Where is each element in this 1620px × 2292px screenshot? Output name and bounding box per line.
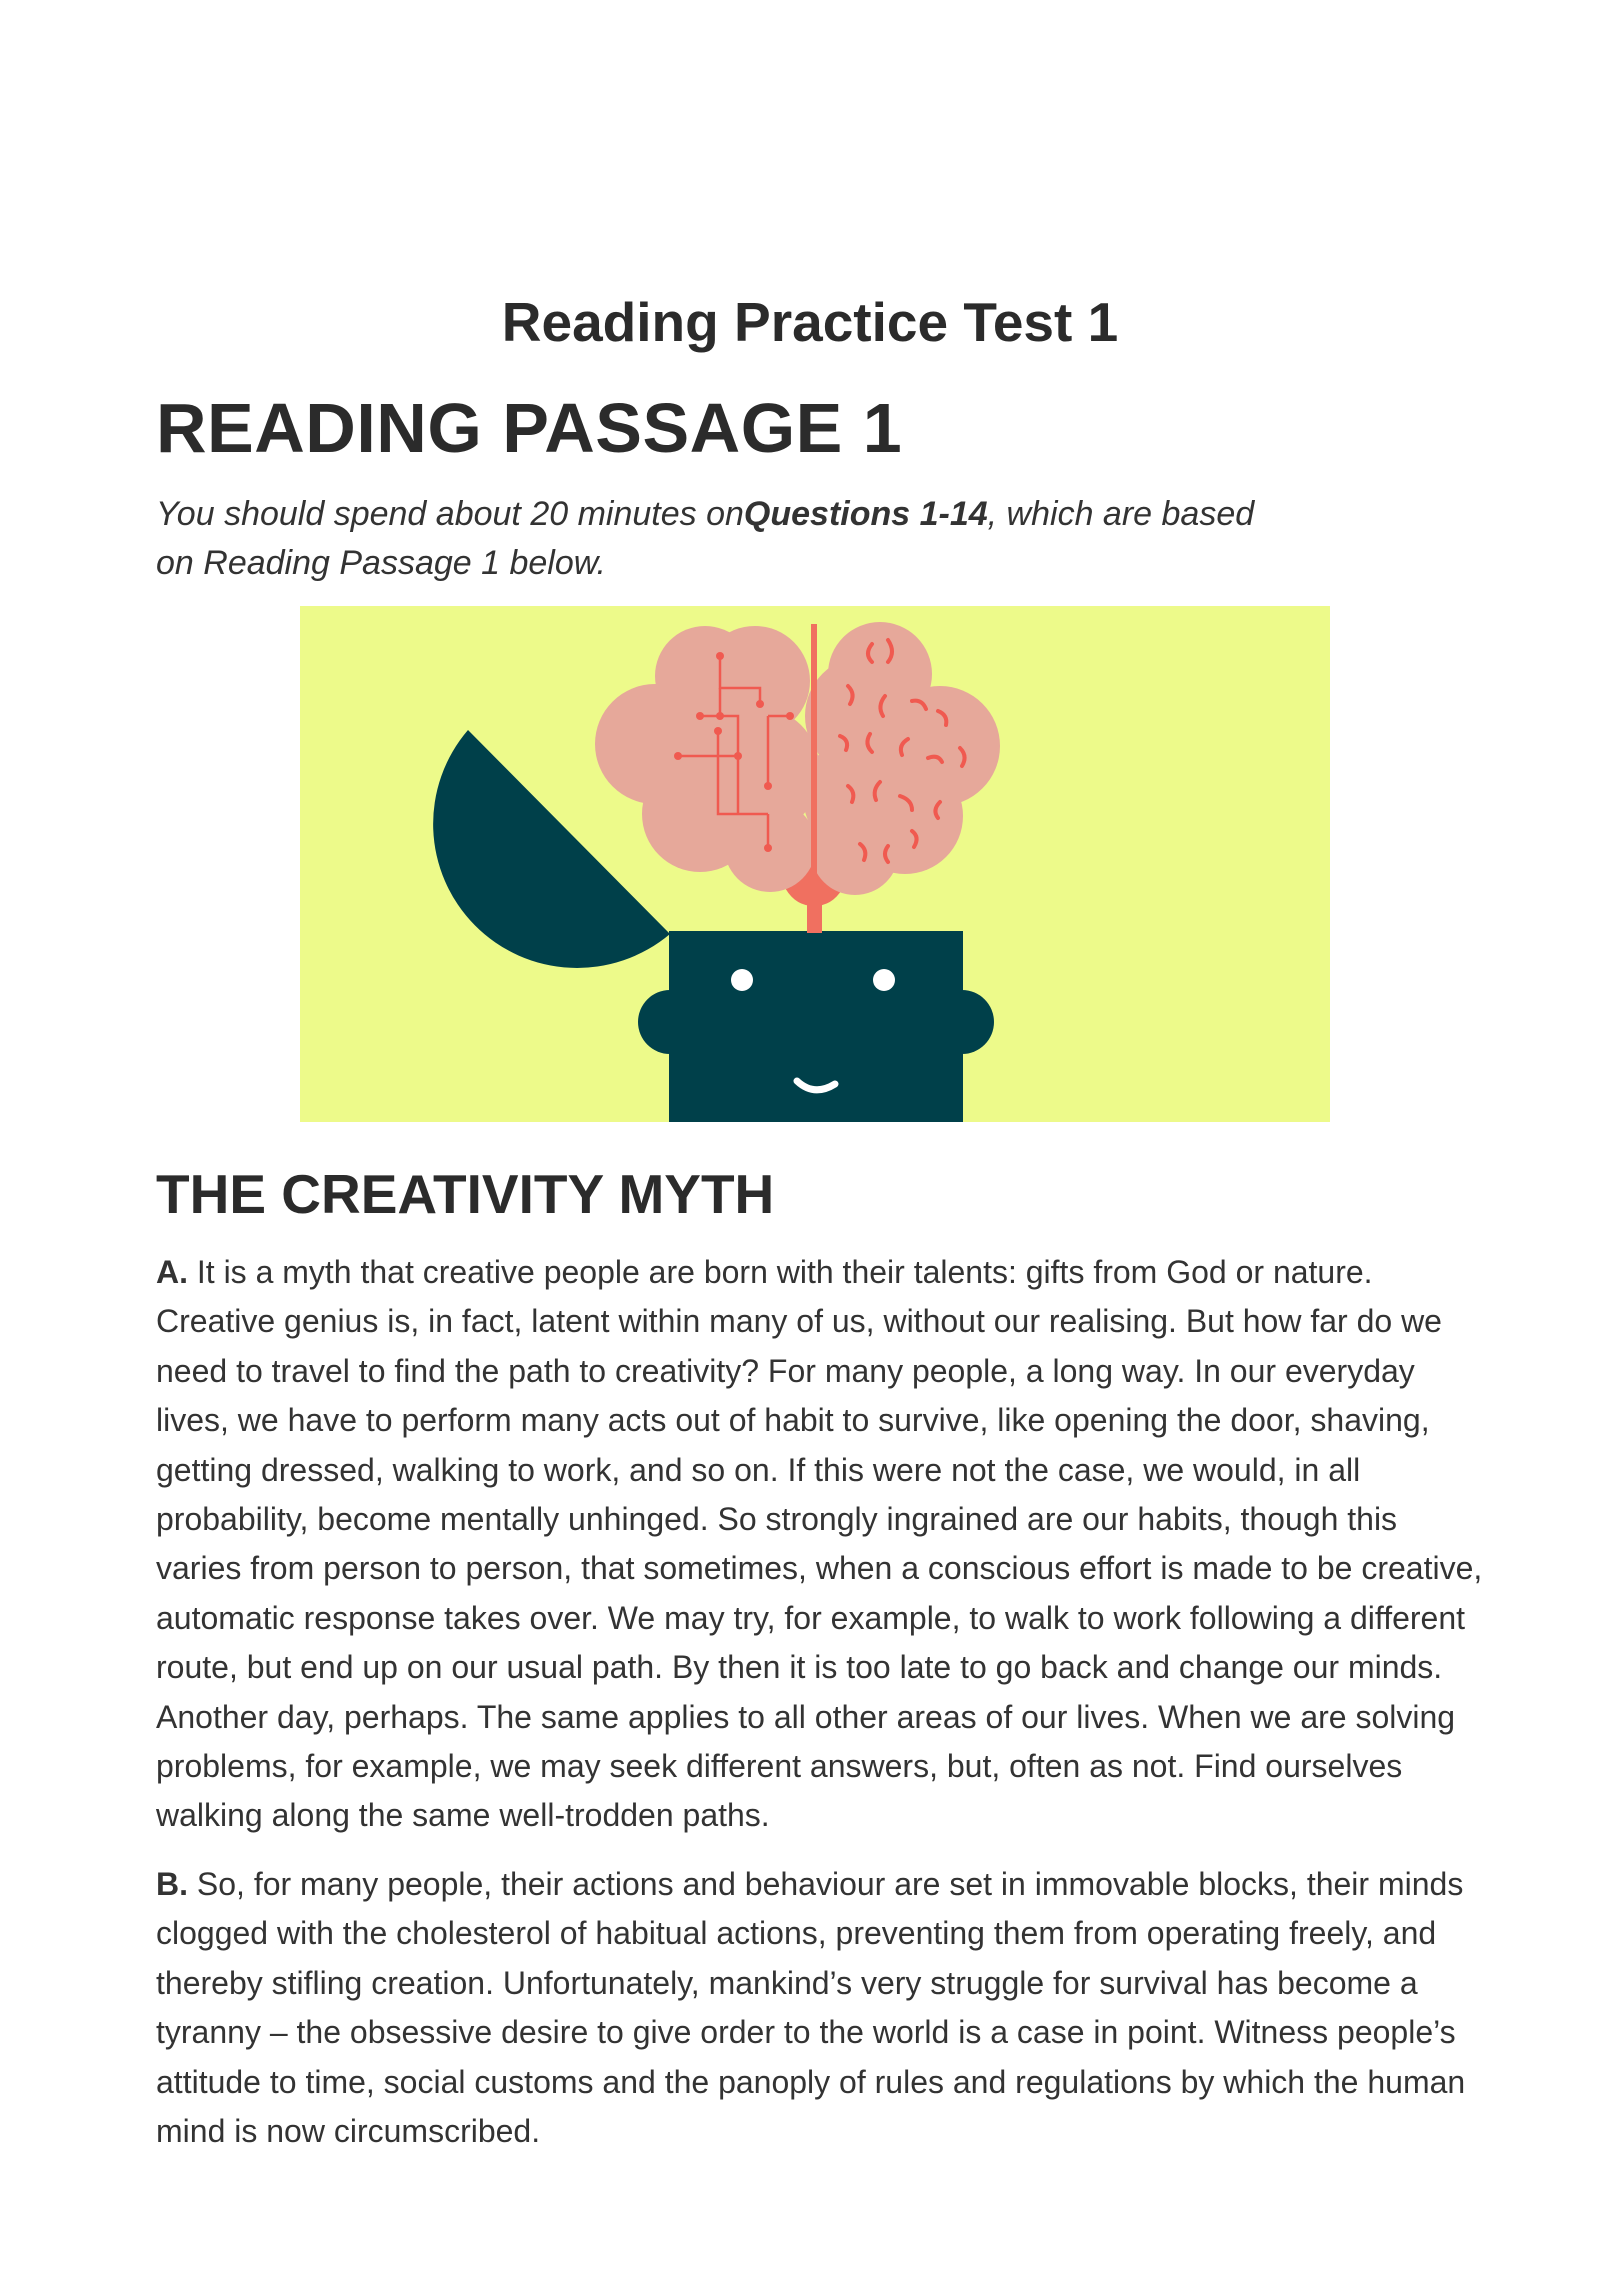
paragraph-text: It is a myth that creative people are born with their talents: gifts from God or nature. Creative genius is, in fact, latent within many of us, without our realising. But how far do we need to travel to find the path to creativity? For many people, a long way. In our everyday lives, we have to perform many acts out of habit to survive, like opening the door, shaving, getting dressed, walking to work, and so on. If this were not the case, we would, in all probability, become mentally unhinged. So strongly ingrained are our habits, though this varies from person to person, that sometimes, when a conscious effort is made to be creative, automatic response takes over. We may try, for example, to walk to work following a different route, but end up on our usual path. By then it is too late to go back and change our minds. Another day, perhaps. The same applies to all other areas of our lives. When we are solving problems, for example, we may seek different answers, but, often as not. Find ourselves walking along the same well-trodden paths. [156,1254,1483,1834]
paragraph-a [156,1248,1486,1841]
paragraph-b [156,1860,1486,2156]
open-head-brain-illustration [300,606,1330,1122]
paragraph-letter: A. [156,1254,188,1290]
instructions [156,490,1276,588]
article-title: THE CREATIVITY MYTH [156,1163,775,1225]
instructions-after: , which are based on Reading Passage 1 below. [156,495,1255,582]
page-title: Reading Practice Test 1 [501,291,1119,353]
passage-heading: READING PASSAGE 1 [156,389,903,467]
left-eye-shape [731,969,753,991]
paragraph-text: So, for many people, their actions and behaviour are set in immovable blocks, their minds clogged with the cholesterol of habitual actions, preventing them from operating freely, and thereby stifling creation. Unfortunately, mankind’s very struggle for survival has become a tyranny – the obsessive desire to give order to the world is a case in point. Witness people’s attitude to time, social customs and the panoply of rules and regulations by which the human mind is now circumscribed. [156,1866,1466,2150]
brain-divider-shape [811,624,817,874]
paragraph-letter: B. [156,1866,188,1902]
instructions-questions: Questions 1-14 [743,495,988,533]
instructions-before: You should spend about 20 minutes on [156,495,744,533]
right-eye-shape [873,969,895,991]
